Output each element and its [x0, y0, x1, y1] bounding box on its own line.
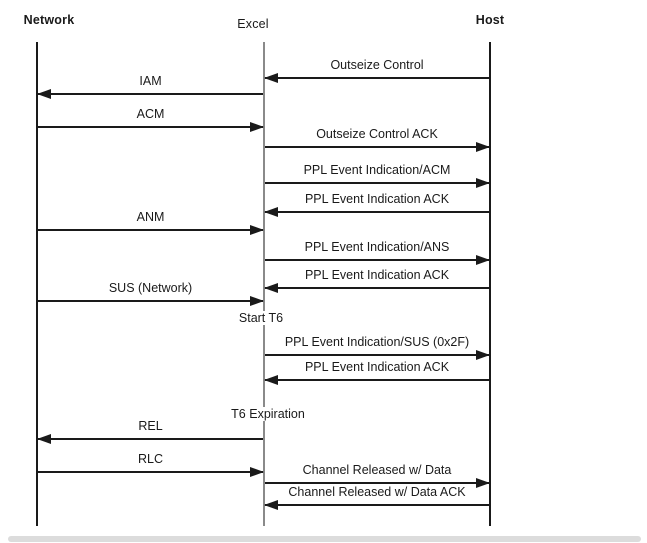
arrowhead-left-icon [264, 500, 278, 510]
message-arrow-network-to-excel [38, 300, 263, 302]
message-arrow-excel-to-network [38, 93, 263, 95]
message-label: SUS (Network) [108, 281, 193, 295]
arrowhead-left-icon [264, 73, 278, 83]
arrowhead-left-icon [264, 375, 278, 385]
timer-annotation: T6 Expiration [227, 407, 309, 421]
message-label: ANM [136, 210, 165, 224]
arrowhead-left-icon [264, 283, 278, 293]
arrowhead-left-icon [264, 207, 278, 217]
message-arrow-excel-to-network [38, 438, 263, 440]
arrowhead-right-icon [250, 467, 264, 477]
arrowhead-right-icon [476, 350, 490, 360]
message-label: Outseize Control [330, 58, 424, 72]
message-label: Channel Released w/ Data ACK [288, 485, 466, 499]
lifeline-host [489, 42, 491, 526]
arrowhead-right-icon [476, 478, 490, 488]
message-arrow-excel-to-host [265, 146, 489, 148]
message-arrow-host-to-excel [265, 504, 489, 506]
message-label: PPL Event Indication/ANS [304, 240, 450, 254]
bottom-edge-bar [8, 536, 641, 542]
message-label: Channel Released w/ Data [302, 463, 452, 477]
message-arrow-excel-to-host [265, 182, 489, 184]
message-arrow-host-to-excel [265, 77, 489, 79]
message-arrow-host-to-excel [265, 287, 489, 289]
actor-label-host: Host [475, 13, 505, 27]
actor-label-excel: Excel [237, 17, 269, 31]
message-arrow-network-to-excel [38, 126, 263, 128]
actor-label-network: Network [23, 13, 75, 27]
message-label: PPL Event Indication ACK [304, 192, 450, 206]
message-arrow-host-to-excel [265, 379, 489, 381]
message-label: RLC [137, 452, 164, 466]
arrowhead-right-icon [250, 122, 264, 132]
arrowhead-right-icon [476, 142, 490, 152]
message-label: IAM [139, 74, 162, 88]
message-arrow-excel-to-host [265, 354, 489, 356]
arrowhead-right-icon [476, 255, 490, 265]
message-label: REL [138, 419, 163, 433]
message-arrow-excel-to-host [265, 482, 489, 484]
arrowhead-right-icon [476, 178, 490, 188]
message-arrow-host-to-excel [265, 211, 489, 213]
arrowhead-left-icon [37, 434, 51, 444]
message-label: PPL Event Indication/ACM [303, 163, 451, 177]
arrowhead-right-icon [250, 296, 264, 306]
lifeline-network [36, 42, 38, 526]
message-label: ACM [136, 107, 165, 121]
message-label: PPL Event Indication/SUS (0x2F) [284, 335, 470, 349]
timer-annotation: Start T6 [235, 311, 287, 325]
message-label: PPL Event Indication ACK [304, 360, 450, 374]
message-label: Outseize Control ACK [316, 127, 438, 141]
message-arrow-excel-to-host [265, 259, 489, 261]
arrowhead-right-icon [250, 225, 264, 235]
arrowhead-left-icon [37, 89, 51, 99]
message-label: PPL Event Indication ACK [304, 268, 450, 282]
message-arrow-network-to-excel [38, 471, 263, 473]
message-arrow-network-to-excel [38, 229, 263, 231]
